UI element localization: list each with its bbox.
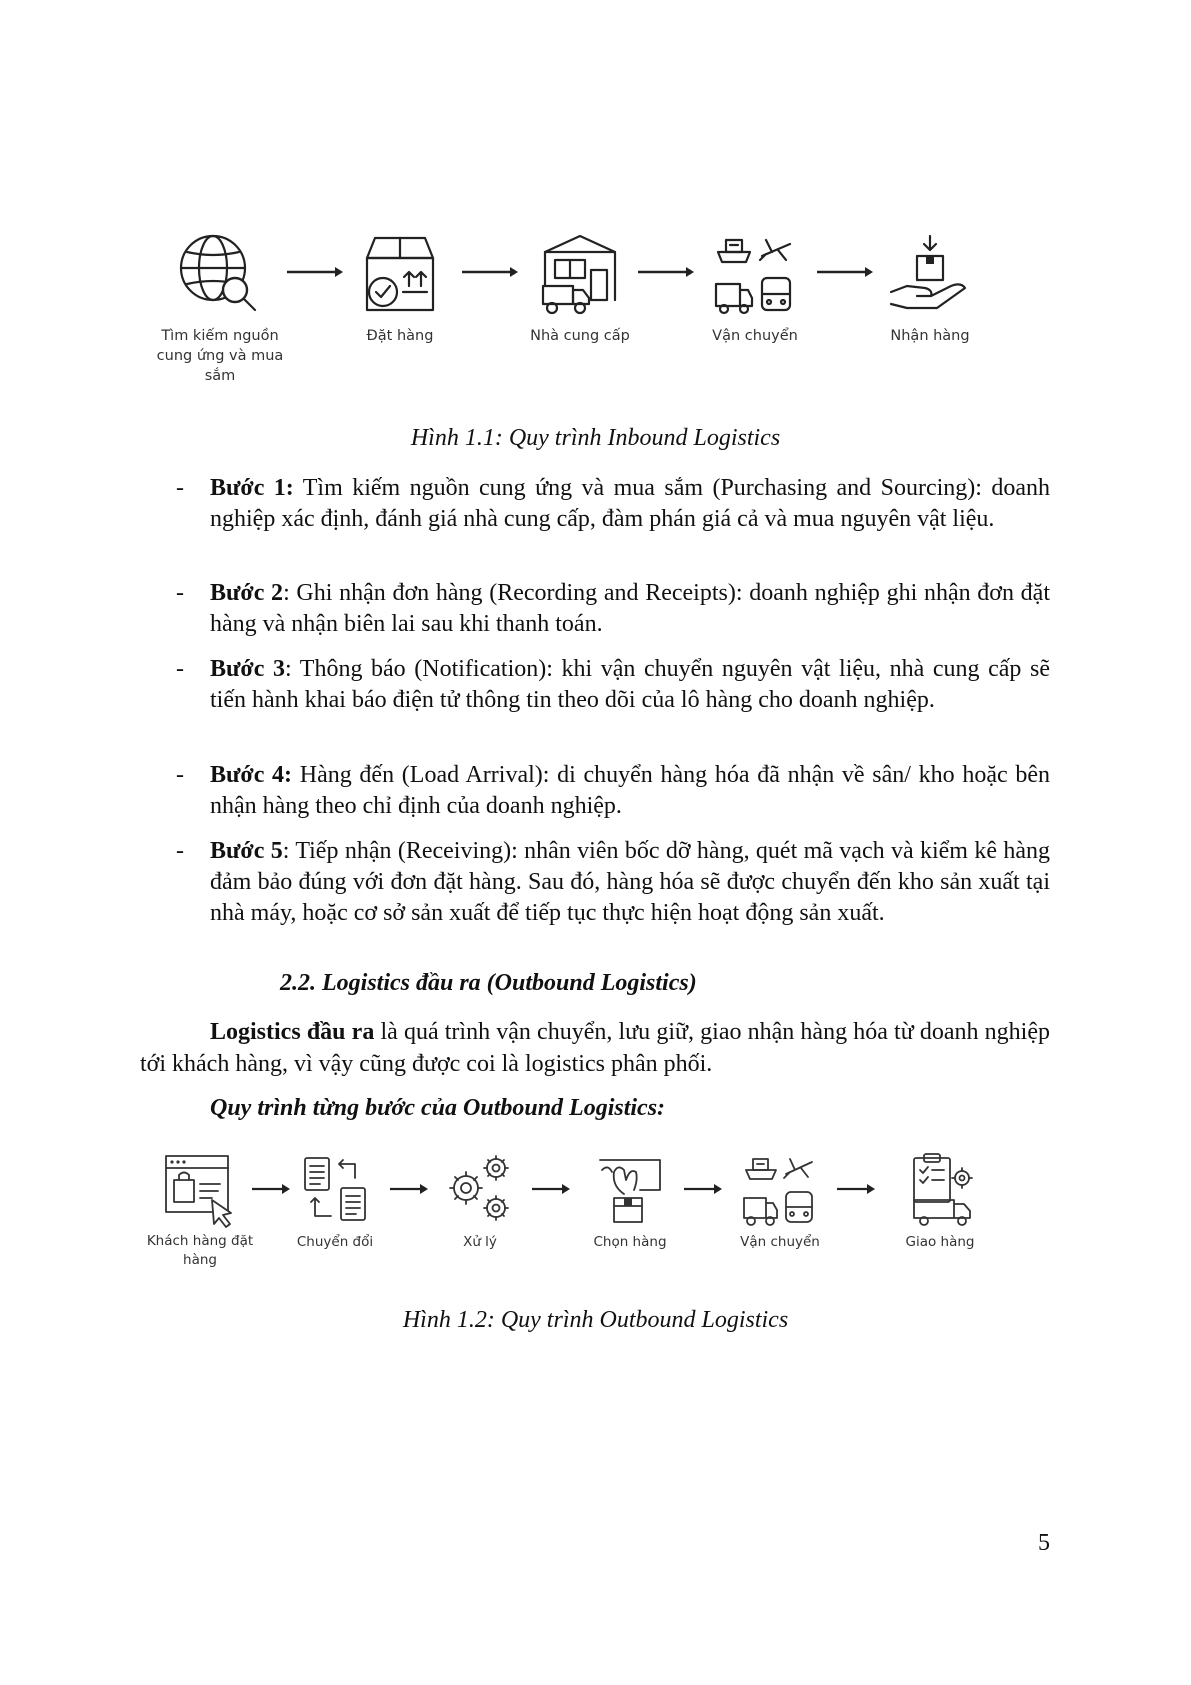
warehouse-truck-icon	[535, 230, 625, 320]
bullet-bold: Bước 2	[210, 580, 284, 606]
bullet-text: Tìm kiếm nguồn cung ứng và mua sắm (Purchasing and Sourcing): doanh nghiệp xác định, đánh giá nhà cung cấp, đàm phán giá cả và mua nguyên vật liệu.	[210, 475, 1051, 532]
arrow-right-icon	[835, 1182, 877, 1196]
outbound-step-6-label: Giao hàng	[905, 1234, 975, 1250]
inbound-flow-diagram	[0, 230, 1191, 400]
inbound-step-4-label: Vận chuyển	[712, 328, 798, 344]
inbound-step-5-label: Nhận hàng	[890, 328, 970, 344]
box-check-icon	[355, 230, 445, 320]
web-order-icon	[160, 1150, 240, 1228]
outbound-subheading: Quy trình từng bước của Outbound Logistics:	[210, 1095, 666, 1121]
step-bullet-2: - Bước 2: Ghi nhận đơn hàng (Recording and Receipts): doanh nghiệp ghi nhận đơn đặt hàng và nhận biên lai sau khi thanh toán.	[176, 580, 1051, 637]
transport-icon	[710, 230, 800, 320]
step-bullet-1: - Bước 1: Tìm kiếm nguồn cung ứng và mua sắm (Purchasing and Sourcing): doanh nghiệp xác định, đánh giá nhà cung cấp, đàm phán giá cả và mua nguyên vật liệu.	[176, 475, 1051, 532]
bullet-bold: Bước 1:	[210, 475, 294, 501]
section-paragraph	[140, 1016, 1050, 1080]
outbound-step-1	[140, 1150, 260, 1270]
section-heading: 2.2. Logistics đầu ra (Outbound Logistics)	[280, 970, 697, 996]
transport-icon	[740, 1150, 820, 1228]
outbound-step-6	[880, 1150, 1000, 1252]
delivery-truck-icon	[900, 1150, 980, 1228]
hand-pick-icon	[590, 1150, 670, 1228]
para-bold: Logistics đầu ra	[210, 1019, 375, 1045]
bullet-text: : Thông báo (Notification): khi vận chuyển nguyên vật liệu, nhà cung cấp sẽ tiến hành khai báo điện tử thông tin theo dõi của lô hàng cho doanh nghiệp.	[210, 656, 1050, 713]
inbound-step-5	[855, 230, 1005, 346]
outbound-step-2	[280, 1150, 390, 1252]
bullet-bold: Bước 3	[210, 656, 285, 682]
figure-caption-1-1: Hình 1.1: Quy trình Inbound Logistics	[410, 425, 781, 451]
inbound-step-1	[150, 230, 290, 386]
para-text: là quá trình vận chuyển, lưu giữ, giao nhận hàng hóa từ doanh nghiệp tới khách hàng, vì vậy cũng được coi là logistics phân phối.	[140, 1019, 1050, 1077]
inbound-step-2	[330, 230, 470, 346]
outbound-step-4-label: Chọn hàng	[593, 1234, 667, 1250]
outbound-step-5-label: Vận chuyển	[740, 1234, 820, 1250]
bullet-bold: Bước 5	[210, 838, 283, 864]
arrow-right-icon	[530, 1182, 572, 1196]
arrow-right-icon	[682, 1182, 724, 1196]
outbound-step-5	[720, 1150, 840, 1252]
inbound-step-2-label: Đặt hàng	[366, 328, 434, 344]
outbound-step-4	[570, 1150, 690, 1252]
gears-icon	[440, 1150, 520, 1228]
outbound-step-3-label: Xử lý	[463, 1234, 497, 1250]
globe-search-icon	[175, 230, 265, 320]
inbound-step-3	[505, 230, 655, 346]
page-number: 5	[1038, 1530, 1050, 1556]
inbound-step-4	[680, 230, 830, 346]
document-convert-icon	[295, 1150, 375, 1228]
step-bullet-4: - Bước 4: Hàng đến (Load Arrival): di chuyển hàng hóa đã nhận về sân/ kho hoặc bên nhận hàng theo chỉ định của doanh nghiệp.	[176, 762, 1050, 819]
figure-caption-1-2: Hình 1.2: Quy trình Outbound Logistics	[402, 1307, 789, 1333]
outbound-step-3	[425, 1150, 535, 1252]
outbound-flow-diagram	[0, 1150, 1191, 1290]
hand-package-icon	[885, 230, 975, 320]
step-bullet-3: - Bước 3: Thông báo (Notification): khi vận chuyển nguyên vật liệu, nhà cung cấp sẽ tiến hành khai báo điện tử thông tin theo dõi của lô hàng cho doanh nghiệp.	[176, 656, 1050, 713]
outbound-step-2-label: Chuyển đổi	[296, 1234, 374, 1250]
inbound-step-1-label: Tìm kiếm nguồn cung ứng và mua sắm	[156, 328, 284, 384]
bullet-text: : Ghi nhận đơn hàng (Recording and Receipts): doanh nghiệp ghi nhận đơn đặt hàng và nhận biên lai sau khi thanh toán.	[210, 580, 1051, 637]
bullet-bold: Bước 4:	[210, 762, 293, 788]
inbound-step-3-label: Nhà cung cấp	[530, 328, 630, 344]
arrow-right-icon	[388, 1182, 430, 1196]
bullet-text: Hàng đến (Load Arrival): di chuyển hàng hóa đã nhận về sân/ kho hoặc bên nhận hàng theo chỉ định của doanh nghiệp.	[210, 762, 1050, 819]
outbound-step-1-label: Khách hàng đặt hàng	[146, 1233, 254, 1268]
bullet-text: : Tiếp nhận (Receiving): nhân viên bốc dỡ hàng, quét mã vạch và kiểm kê hàng đảm bảo đúng với đơn đặt hàng. Sau đó, hàng hóa sẽ được chuyển đến kho sản xuất tại nhà máy, hoặc cơ sở sản xuất để tiếp tục thực hiện hoạt động sản xuất.	[210, 838, 1050, 926]
step-bullet-5: - Bước 5: Tiếp nhận (Receiving): nhân viên bốc dỡ hàng, quét mã vạch và kiểm kê hàng đảm bảo đúng với đơn đặt hàng. Sau đó, hàng hóa sẽ được chuyển đến kho sản xuất tại nhà máy, hoặc cơ sở sản xuất để tiếp tục thực hiện hoạt động sản xuất.	[176, 838, 1050, 926]
